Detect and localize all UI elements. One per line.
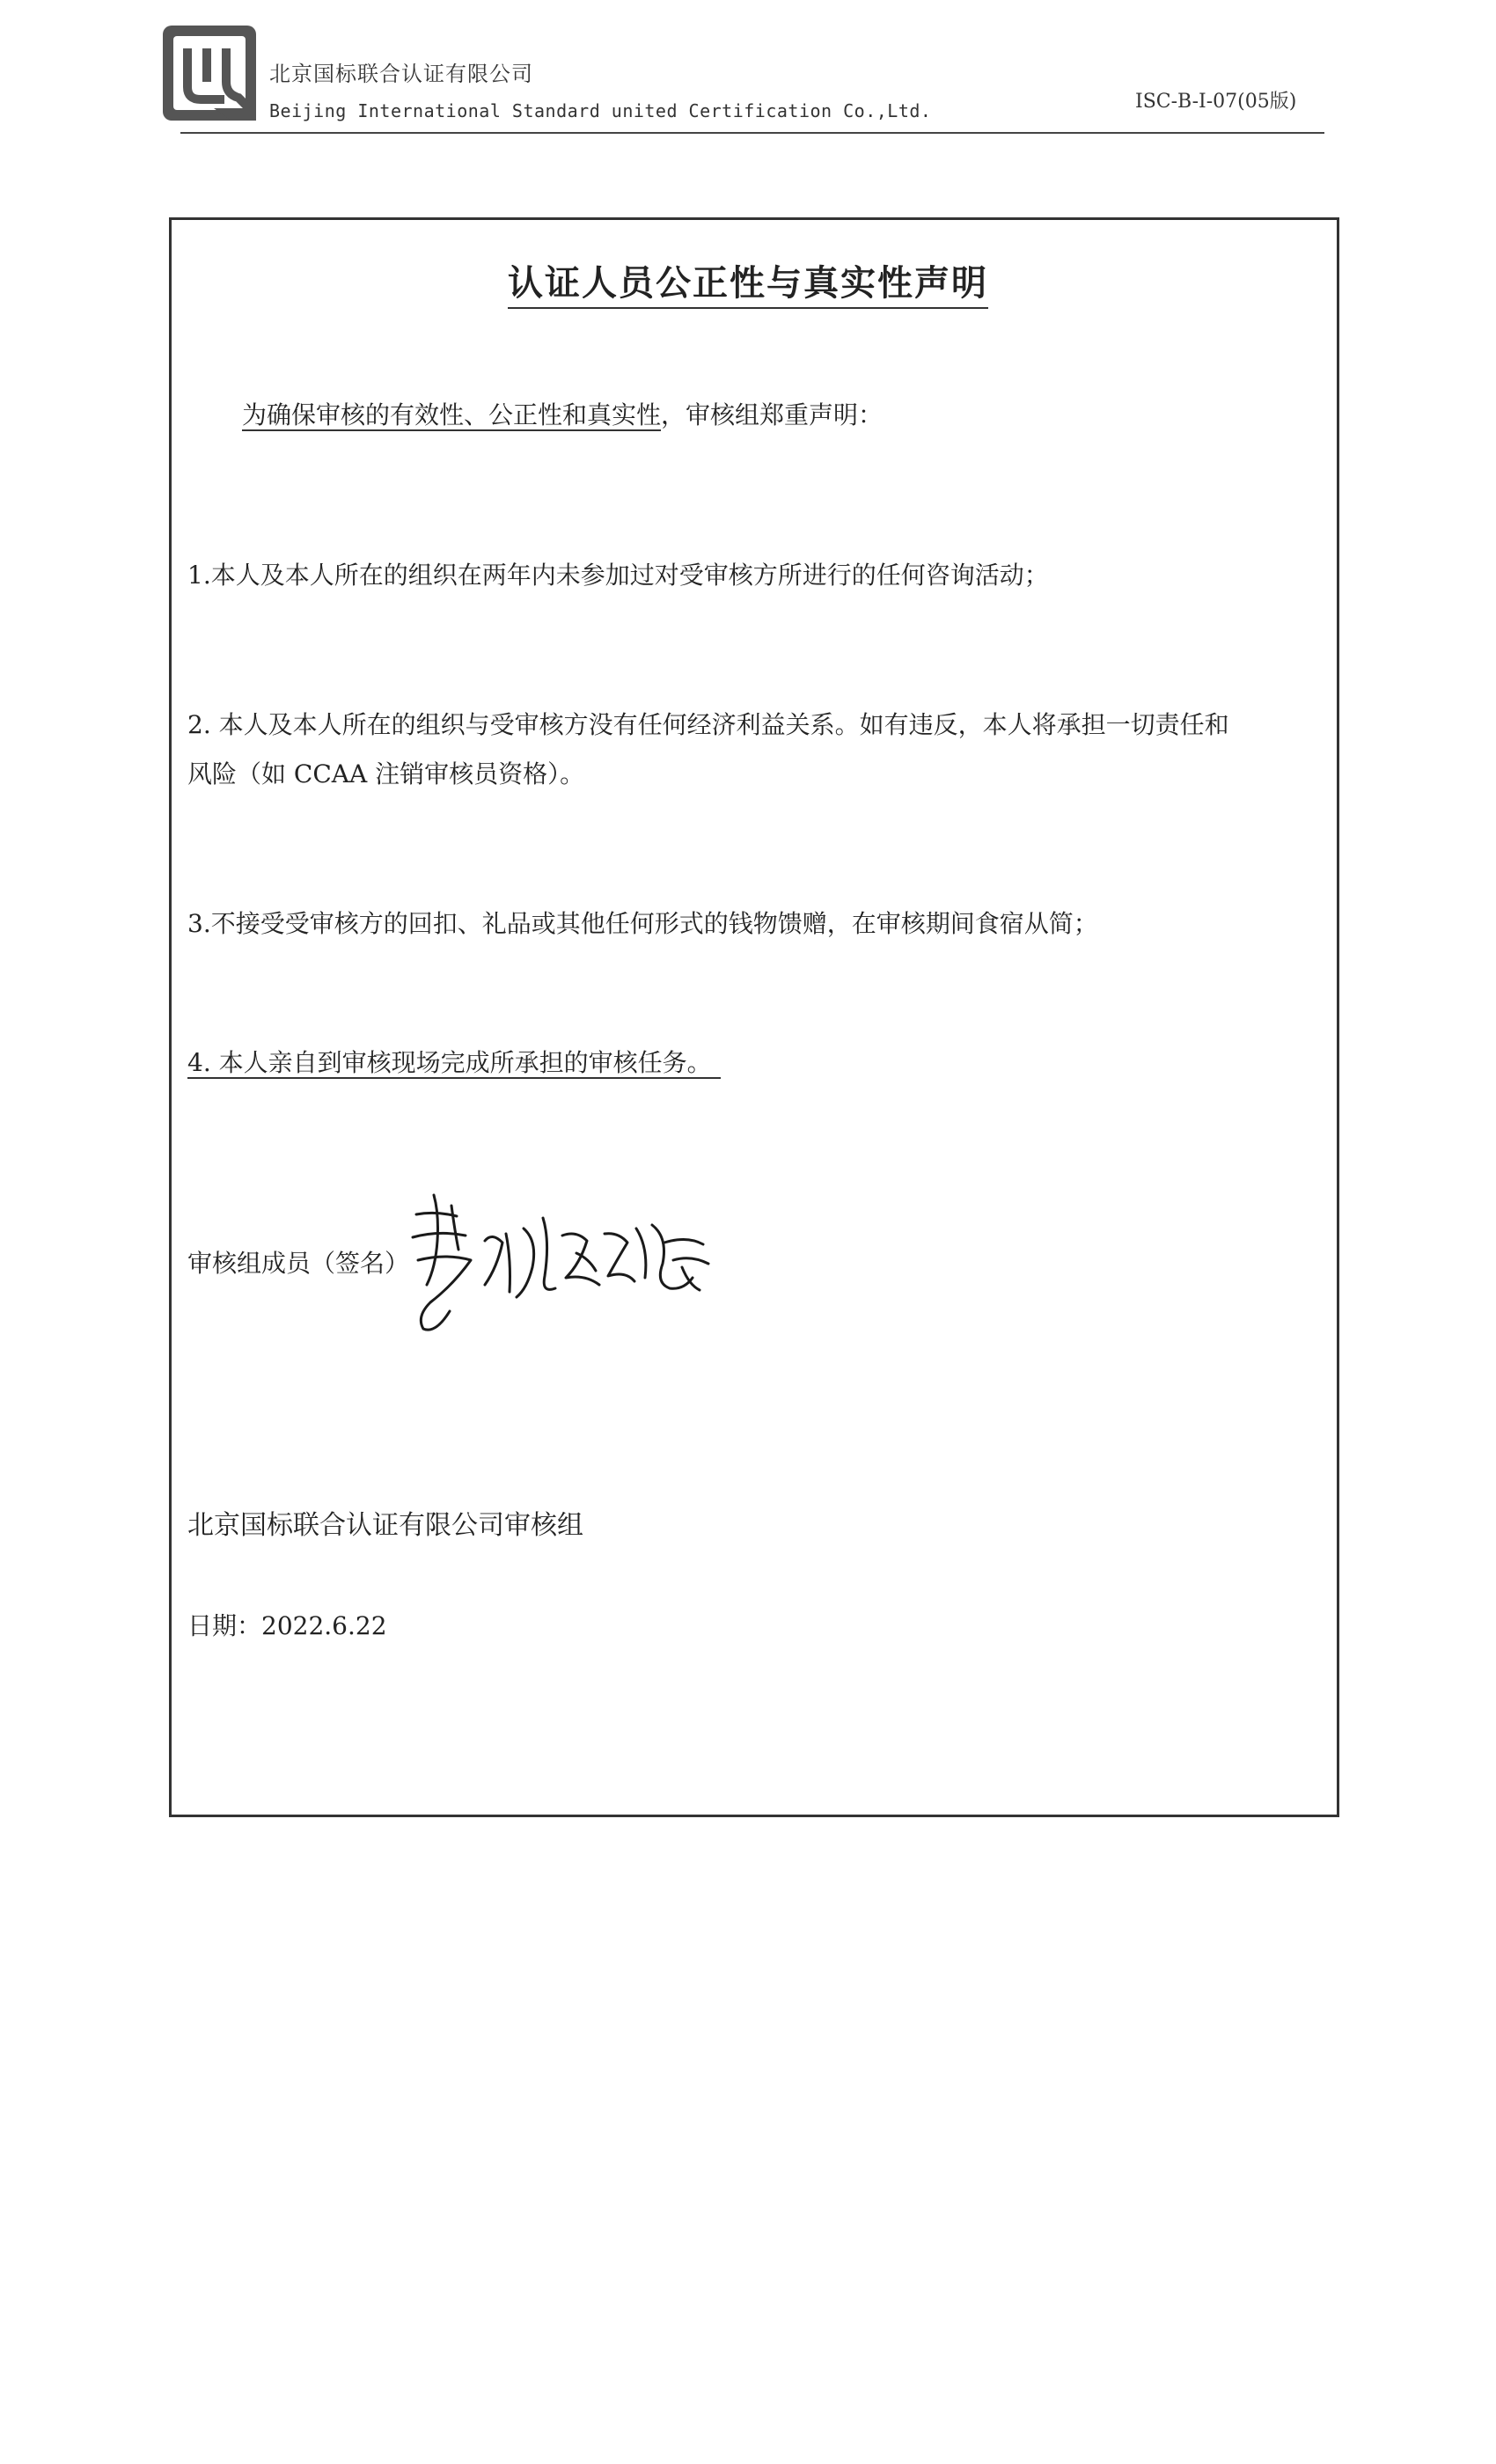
declaration-item-2-continued: 风险（如 CCAA 注销审核员资格）。: [187, 759, 585, 788]
company-name-en: Beijing International Standard united Certification Co.,Ltd.: [269, 100, 932, 121]
declaration-item-2: 2. 本人及本人所在的组织与受审核方没有任何经济利益关系。如有违反，本人将承担一切责任和: [187, 710, 1229, 739]
declaration-item-4: [187, 1038, 721, 1088]
audit-team-organization: 北京国标联合认证有限公司审核组: [187, 1510, 583, 1541]
declaration-date: [187, 1602, 387, 1651]
declaration-frame: [169, 217, 1339, 1817]
declaration-item-4-text: 4. 本人亲自到审核现场完成所承担的审核任务。: [187, 1048, 721, 1079]
intro-underlined-text: 为确保审核的有效性、公正性和真实性: [242, 400, 662, 429]
date-value: 2022.6.22: [261, 1611, 387, 1640]
signature-label: 审核组成员（签名）: [187, 1249, 410, 1278]
form-code: ISC-B-I-07(05版): [1135, 91, 1297, 113]
declaration-item-1: 1.本人及本人所在的组织在两年内未参加过对受审核方所进行的任何咨询活动；: [187, 561, 1049, 590]
handwritten-signature: [400, 1179, 735, 1364]
date-label: 日期：: [187, 1611, 262, 1640]
document-title: [0, 255, 1496, 305]
document-header: [0, 0, 1496, 141]
header-divider: [180, 132, 1324, 134]
intro-rest-text: ，审核组郑重声明：: [661, 400, 884, 429]
company-logo-icon: [161, 24, 258, 122]
intro-statement: [242, 391, 883, 440]
declaration-item-3: 3.不接受受审核方的回扣、礼品或其他任何形式的钱物馈赠，在审核期间食宿从简；: [187, 909, 1098, 938]
document-title-text: 认证人员公正性与真实性声明: [508, 263, 988, 309]
company-name-cn: 北京国标联合认证有限公司: [269, 62, 533, 86]
